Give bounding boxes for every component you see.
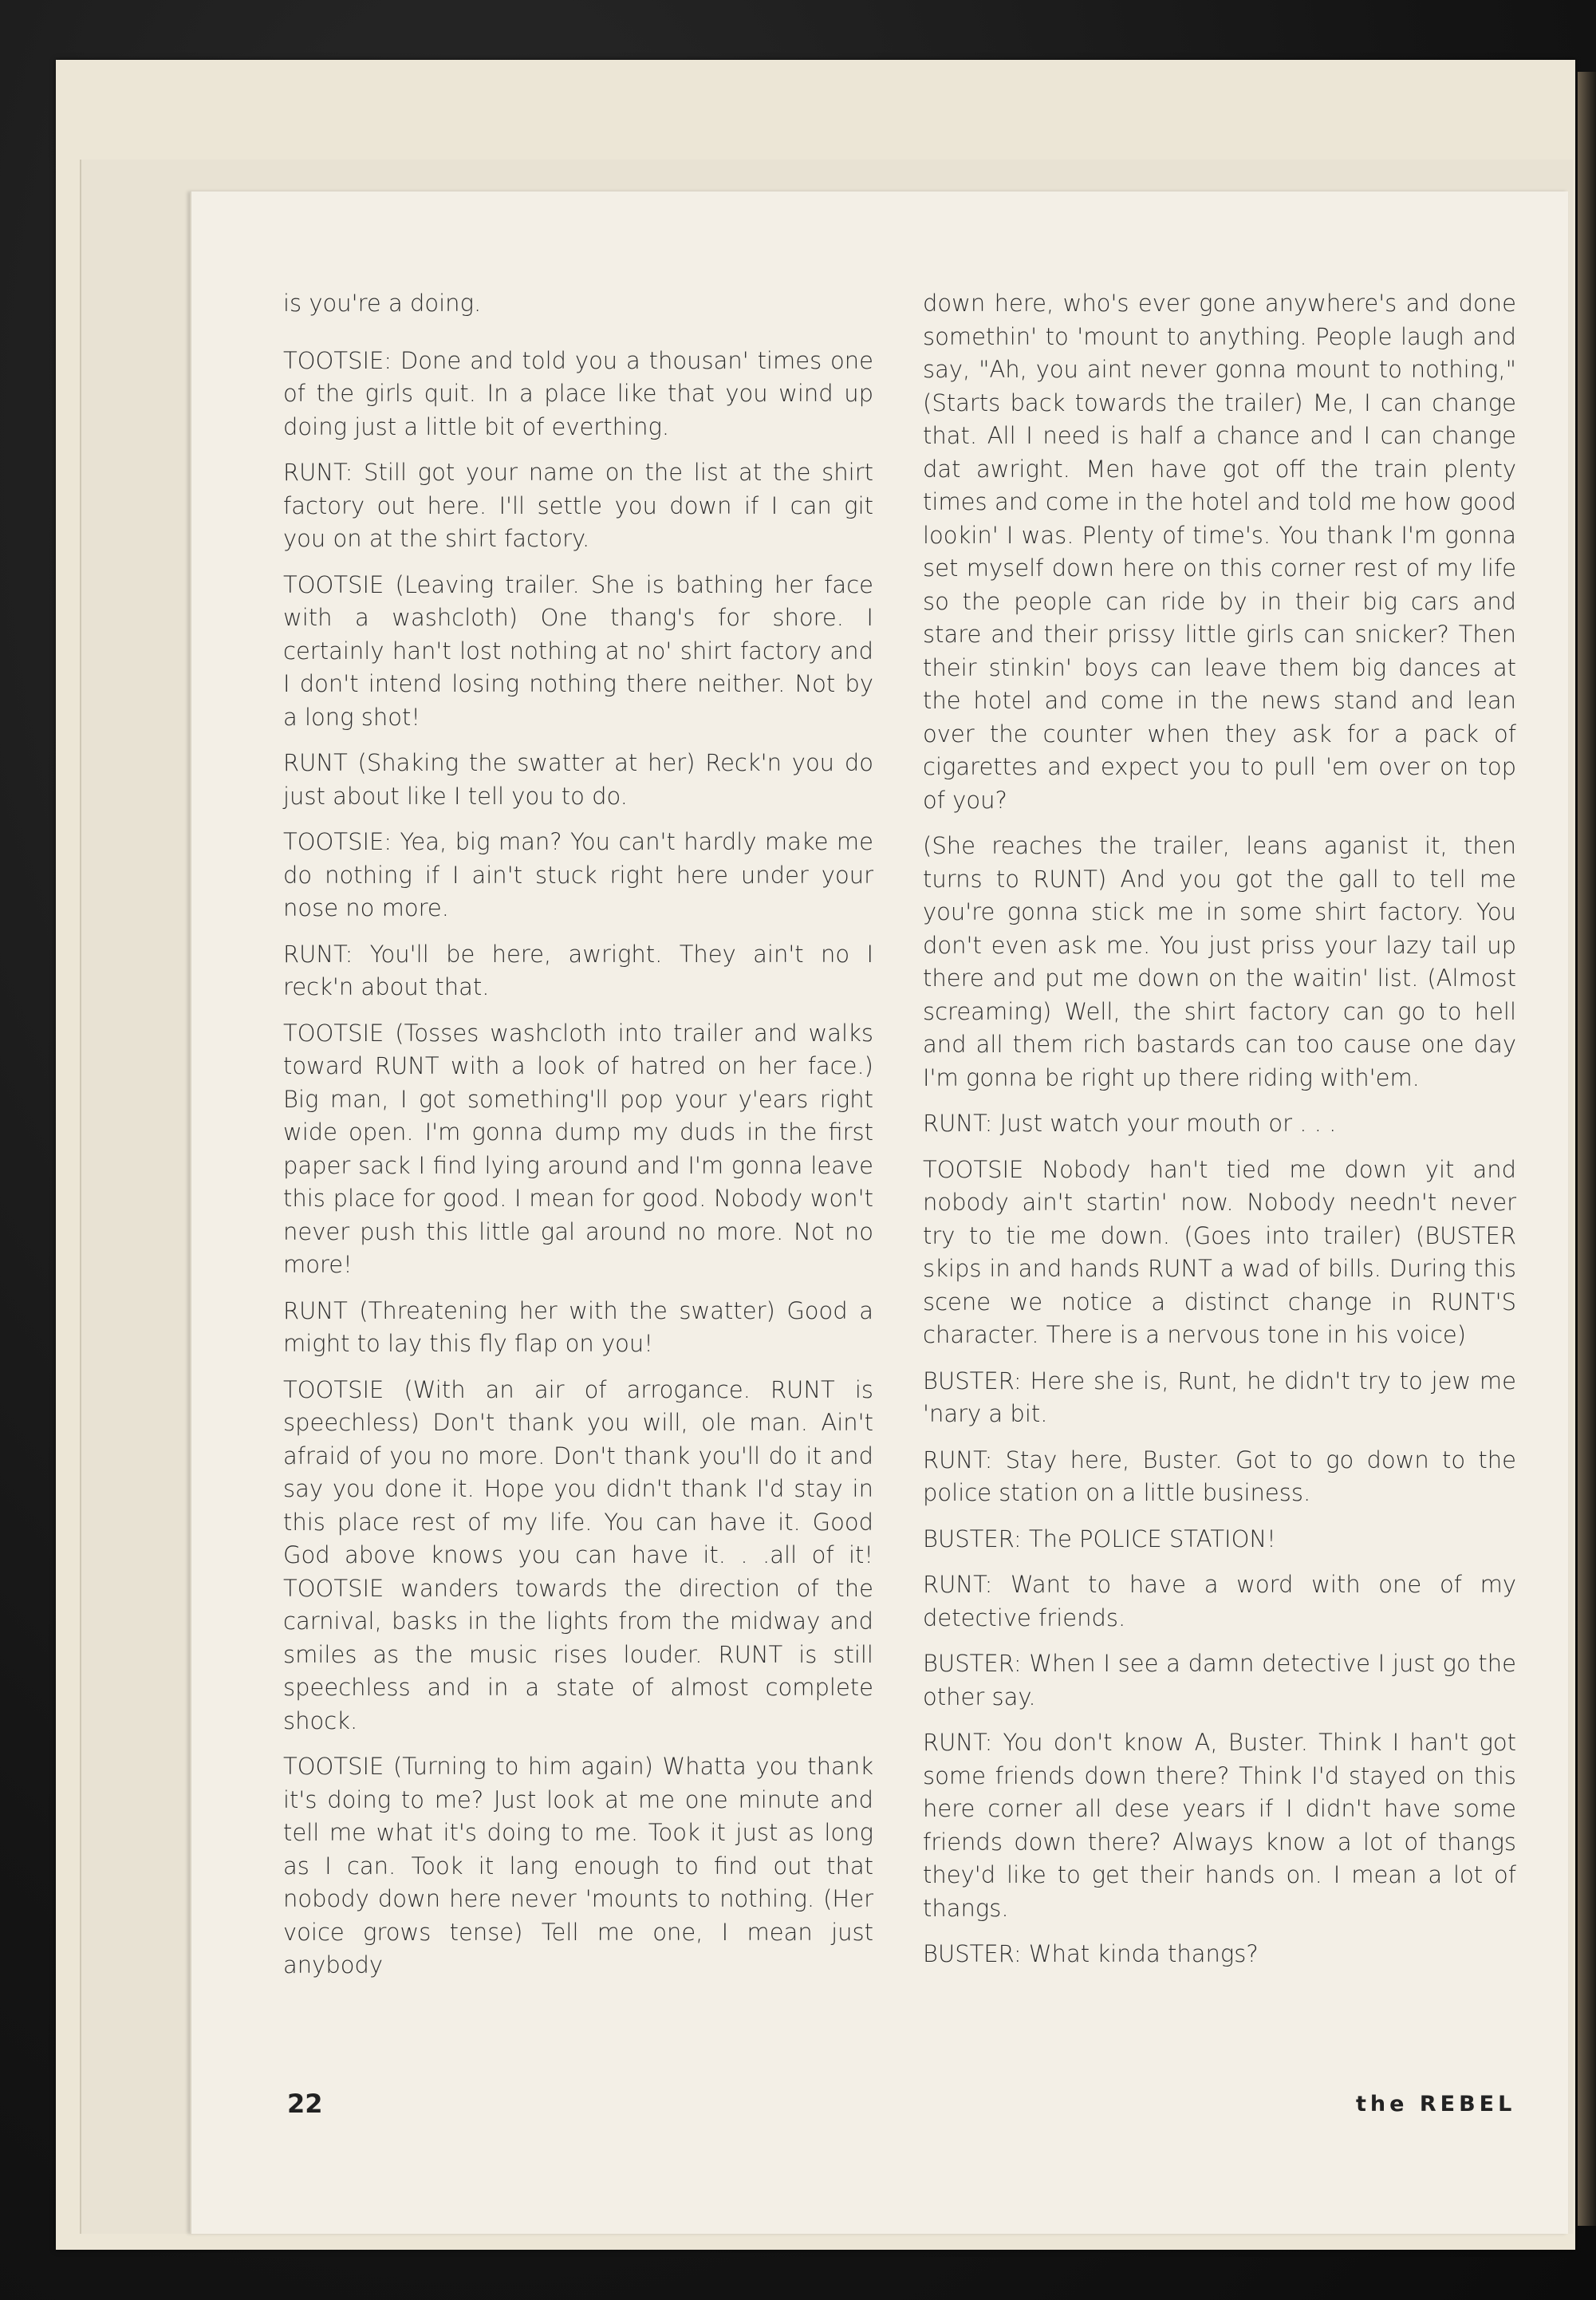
- paragraph: RUNT (Threatening her with the swatter) Good a might to lay this fly flap on you!: [283, 1296, 873, 1357]
- binder-spine: [1578, 72, 1596, 2226]
- paragraph: BUSTER: The POLICE STATION!: [923, 1525, 1276, 1552]
- paragraph: RUNT: Want to have a word with one of my detective friends.: [923, 1571, 1516, 1631]
- paragraph: RUNT: Just watch your mouth or . . .: [923, 1110, 1337, 1137]
- paragraph: RUNT: You'll be here, awright. They ain't no I reck'n about that.: [283, 940, 873, 1000]
- right-column: [923, 287, 1516, 1984]
- paragraph: TOOTSIE (Tosses washcloth into trailer and walks toward RUNT with a look of hatred on her face.) Big man, I got something'll pop your y'ears right wide open. I'm gonna dump my duds in the first paper sack I find lying around and I'm gonna leave this place for good. I mean for good. Nobody won't never push this little gal around no more. Not no more!: [283, 1019, 873, 1278]
- paragraph: RUNT: Stay here, Buster. Got to go down to the police station on a little business.: [923, 1446, 1516, 1506]
- paragraph: RUNT: You don't know A, Buster. Think I han't got some friends down there? Think I'd stayed on this here corner all dese years if I didn't have some friends down there? Always know a lot of thangs they'd like to get their hands on. I mean a lot of thangs.: [923, 1729, 1516, 1922]
- paragraph: TOOTSIE (Leaving trailer. She is bathing her face with a washcloth) One thang's for shore. I certainly han't lost nothing at no' shirt factory and I don't intend losing nothing there neither. Not by a long shot!: [283, 570, 873, 731]
- paragraph: is you're a doing.: [283, 290, 482, 317]
- paragraph: TOOTSIE: Yea, big man? You can't hardly make me do nothing if I ain't stuck right here under your nose no more.: [283, 828, 873, 921]
- paragraph: TOOTSIE (Turning to him again) Whatta you thank it's doing to me? Just look at me one minute and tell me what it's doing to me. Took it just as long as I can. Took it lang enough to find out that nobody down here never 'mounts to nothing. (Her voice grows tense) Tell me one, I mean just anybody: [283, 1753, 873, 1978]
- magazine-name: the REBEL: [1356, 2092, 1516, 2117]
- left-column: [283, 287, 873, 1995]
- paragraph: TOOTSIE: Done and told you a thousan' times one of the girls quit. In a place like that you wind up doing just a little bit of everthing.: [283, 346, 873, 440]
- paragraph: RUNT: Still got your name on the list at the shirt factory out here. I'll settle you down if I can git you on at the shirt factory.: [283, 459, 873, 552]
- paragraph: (She reaches the trailer, leans aganist it, then turns to RUNT) And you got the gall to tell me you're gonna stick me in some shirt factory. You don't even ask me. You just priss your lazy tail up there and put me down on the waitin' list. (Almost screaming) Well, the shirt factory can go to hell and all them rich bastards can too cause one day I'm gonna be right up there riding with'em.: [923, 832, 1516, 1091]
- paragraph: down here, who's ever gone anywhere's and done somethin' to 'mount to anything. People laugh and say, "Ah, you aint never gonna mount to nothing," (Starts back towards the trailer) Me, I can change that. All I need is half a chance and I can change dat awright. Men have got off the train plenty times and come in the hotel and told me how good lookin' I was. Plenty of time's. You thank I'm gonna set myself down here on this corner rest of my life so the people can ride by in their big cars and stare and their prissy little girls can snicker? Then their stinkin' boys can leave them big dances at the hotel and come in the news stand and lean over the counter when they ask for a pack of cigarettes and expect you to pull 'em over on top of you?: [923, 290, 1516, 814]
- paragraph: TOOTSIE (With an air of arrogance. RUNT is speechless) Don't thank you will, ole man. Ain't afraid of you no more. Don't thank you'll do it and say you done it. Hope you didn't thank I'd stay in this place rest of my life. You can have it. Good God above knows you can have it. . .all of it! TOOTSIE wanders towards the direction of the carnival, basks in the lights from the midway and smiles as the music rises louder. RUNT is still speechless and in a state of almost complete shock.: [283, 1375, 873, 1734]
- paragraph: BUSTER: When I see a damn detective I just go the other say.: [923, 1650, 1516, 1710]
- page-number: 22: [287, 2089, 323, 2119]
- paragraph: BUSTER: What kinda thangs?: [923, 1940, 1259, 1967]
- paragraph: BUSTER: Here she is, Runt, he didn't try to jew me 'nary a bit.: [923, 1367, 1516, 1427]
- paragraph: TOOTSIE Nobody han't tied me down yit and nobody ain't startin' now. Nobody needn't never try to tie me down. (Goes into trailer) (BUSTER skips in and hands RUNT a wad of bills. During this scene we notice a distinct change in RUNT'S character. There is a nervous tone in his voice): [923, 1155, 1516, 1348]
- paragraph: RUNT (Shaking the swatter at her) Reck'n you do just about like I tell you to do.: [283, 749, 873, 810]
